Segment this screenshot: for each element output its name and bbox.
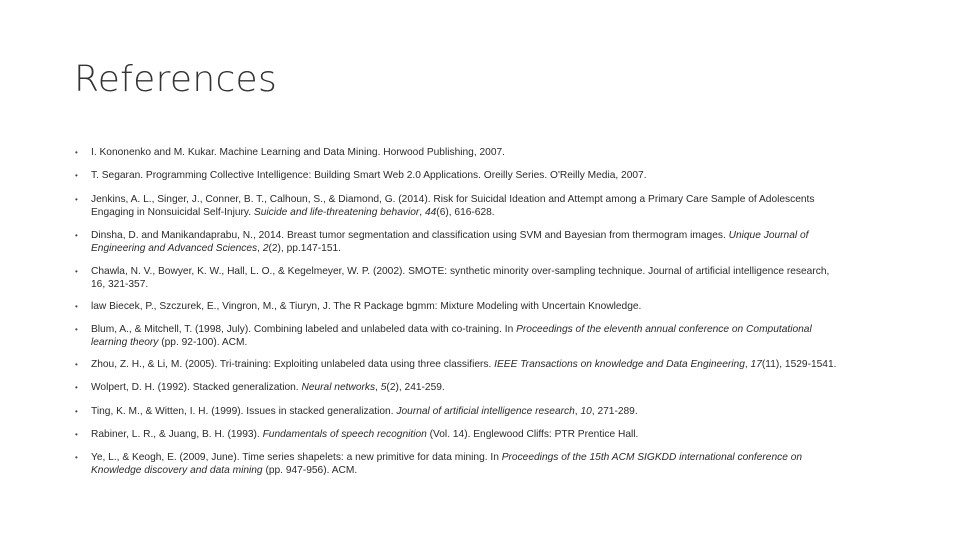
reference-item	[75, 170, 921, 183]
reference-text: Jenkins, A. L., Singer, J., Conner, B. T., Calhoun, S., & Diamond, G. (2014). Risk for Suicidal Ideation and Attempt among a Primary Care Sample of Adolescents	[91, 194, 815, 205]
reference-item	[75, 406, 921, 419]
reference-text: Blum, A., & Mitchell, T. (1998, July). Combining labeled and unlabeled data with co-training. In	[91, 324, 517, 335]
reference-text: ,	[375, 382, 381, 393]
reference-italic-text: 17	[750, 359, 762, 370]
reference-italic-text: Fundamentals of speech recognition	[262, 429, 427, 440]
reference-item	[75, 301, 921, 314]
bullet-icon: •	[75, 195, 78, 204]
bullet-icon: •	[75, 231, 78, 240]
reference-text: Dinsha, D. and Manikandaprabu, N., 2014. Breast tumor segmentation and classification using SVM and Bayesian from thermogram images.	[91, 230, 729, 241]
bullet-icon: •	[75, 453, 78, 462]
bullet-icon: •	[75, 267, 78, 276]
reference-line	[91, 243, 921, 256]
reference-text: I. Kononenko and M. Kukar. Machine Learning and Data Mining. Horwood Publishing, 2007.	[91, 147, 505, 158]
reference-text: ,	[744, 359, 751, 370]
reference-text: ,	[574, 406, 581, 417]
reference-italic-text: 44	[424, 206, 437, 218]
reference-text: (2), 241-259.	[386, 382, 445, 393]
reference-text: (11), 1529-1541.	[761, 359, 837, 370]
reference-text: T. Segaran. Programming Collective Intelligence: Building Smart Web 2.0 Applications. Oreilly Series. O'Reilly Media, 2007.	[91, 170, 647, 181]
reference-text: (2), pp.147-151.	[268, 242, 341, 254]
reference-line	[91, 147, 921, 160]
bullet-icon: •	[75, 148, 78, 157]
reference-italic-text: Unique Journal of	[728, 230, 809, 241]
reference-line	[91, 429, 921, 442]
bullet-icon: •	[75, 383, 78, 392]
reference-text: (pp. 92-100). ACM.	[158, 336, 248, 348]
reference-line	[91, 230, 921, 243]
reference-text: ,	[257, 242, 263, 254]
reference-item	[75, 147, 921, 160]
reference-line	[91, 194, 921, 207]
reference-italic-text: Neural networks	[301, 382, 376, 393]
reference-line	[91, 465, 921, 478]
reference-text: Wolpert, D. H. (1992). Stacked generalization.	[91, 382, 302, 393]
reference-italic-text: Proceedings of the eleventh annual conference on Computational	[516, 324, 812, 335]
bullet-icon: •	[75, 171, 78, 180]
bullet-icon: •	[75, 325, 78, 334]
reference-text: Engaging in Nonsuicidal Self-Injury.	[91, 206, 254, 218]
reference-text: Zhou, Z. H., & Li, M. (2005). Tri-training: Exploiting unlabeled data using three classifiers.	[91, 359, 495, 370]
bullet-icon: •	[75, 302, 78, 311]
reference-line	[91, 337, 921, 350]
reference-text: , 271-289.	[591, 406, 638, 417]
reference-italic-text: Journal of artificial intelligence research	[396, 406, 575, 417]
reference-text: Rabiner, L. R., & Juang, B. H. (1993).	[91, 429, 263, 440]
reference-text: Chawla, N. V., Bowyer, K. W., Hall, L. O., & Kegelmeyer, W. P. (2002). SMOTE: synthetic minority over-sampling technique. Journal of artificial intelligence research,	[91, 266, 830, 277]
reference-italic-text: Proceedings of the 15th ACM SIGKDD international conference on	[501, 452, 803, 463]
reference-item	[75, 194, 921, 219]
reference-line	[91, 279, 921, 292]
reference-item	[75, 266, 921, 291]
reference-italic-text: 10	[580, 406, 592, 417]
reference-item	[75, 230, 921, 255]
reference-item	[75, 359, 921, 372]
reference-item	[75, 452, 921, 477]
slide-title: References	[74, 59, 278, 100]
reference-text: ,	[419, 206, 425, 218]
bullet-icon: •	[75, 360, 78, 369]
reference-line	[91, 324, 921, 337]
reference-item	[75, 382, 921, 395]
reference-text: (6), 616-628.	[436, 206, 495, 218]
reference-italic-text: 2	[262, 242, 269, 254]
reference-item	[75, 324, 921, 349]
reference-line	[91, 301, 921, 314]
reference-italic-text: IEEE Transactions on knowledge and Data Engineering	[494, 359, 745, 370]
reference-italic-text: Knowledge discovery and data mining	[91, 464, 263, 476]
reference-line	[91, 452, 921, 465]
reference-italic-text: Suicide and life-threatening behavior	[253, 206, 420, 218]
reference-line	[91, 359, 921, 372]
reference-text: Ye, L., & Keogh, E. (2009, June). Time series shapelets: a new primitive for data mining. In	[91, 452, 502, 463]
reference-text: Ting, K. M., & Witten, I. H. (1999). Issues in stacked generalization.	[91, 406, 397, 417]
bullet-icon: •	[75, 430, 78, 439]
reference-line	[91, 170, 921, 183]
reference-line	[91, 406, 921, 419]
reference-italic-text: 5	[380, 382, 387, 393]
reference-italic-text: learning theory	[91, 336, 159, 348]
reference-text: (Vol. 14). Englewood Cliffs: PTR Prentice Hall.	[426, 429, 639, 440]
reference-text: (pp. 947-956). ACM.	[262, 464, 358, 476]
reference-line	[91, 266, 921, 279]
reference-italic-text: Engineering and Advanced Sciences	[91, 242, 258, 254]
reference-text: law Biecek, P., Szczurek, E., Vingron, M., & Tiuryn, J. The R Package bgmm: Mixture Modeling with Uncertain Knowledge.	[91, 301, 642, 312]
reference-line	[91, 207, 921, 220]
reference-line	[91, 382, 921, 395]
reference-item	[75, 429, 921, 442]
bullet-icon: •	[75, 407, 78, 416]
reference-text: 16, 321-357.	[91, 278, 149, 290]
